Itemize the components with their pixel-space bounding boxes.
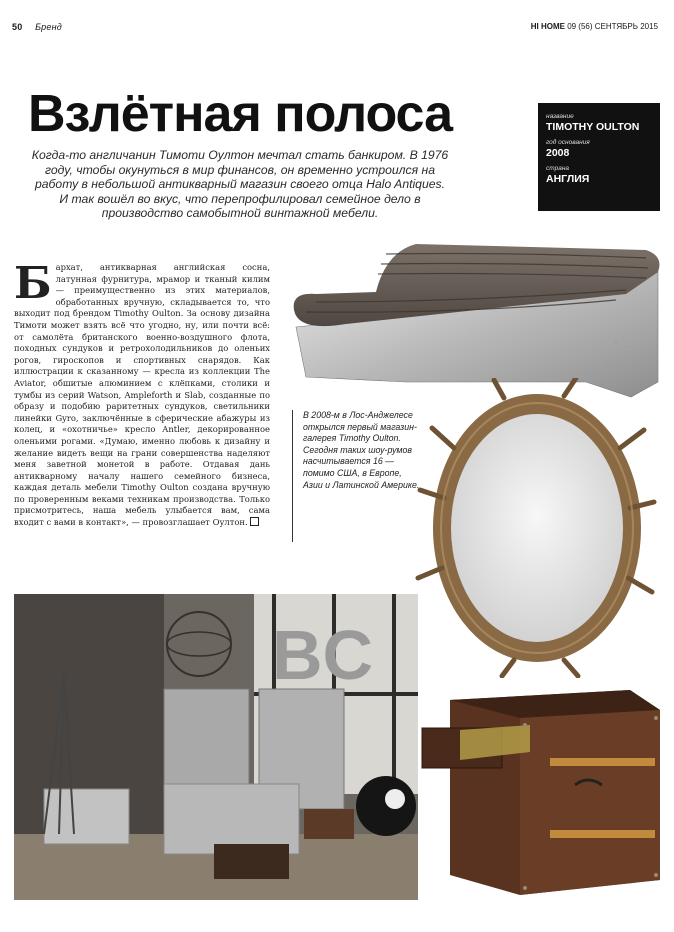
year-label: год основания (546, 139, 590, 146)
country-label: страна (546, 165, 570, 172)
year-value: 2008 (546, 147, 570, 159)
svg-text:BC: BC (272, 616, 374, 694)
article-lead: Когда-то англичанин Тимоти Оултон мечтал стать банкиром. В 1976 году, чтобы окунуться в мир финансов, он временно устроился на работу в небольшой антикварный магазин своего отца Halo Antiques. И так вошёл во вкус, что перепрофилировал семейное дело в производство самобытной винтажной мебели. (31, 148, 449, 220)
country-value: АНГЛИЯ (546, 173, 590, 185)
trunk-table-image (420, 680, 670, 900)
article-title: Взлётная полоса (28, 85, 453, 143)
page-header-right (531, 22, 658, 31)
pull-quote: В 2008-м в Лос-Анджелесе открылся первый магазин-галерея Timothy Oulton. Сегодня таких шоу-румов насчитывается 16 — помимо США, в Европе, Азии и Латинской Америке. (292, 410, 423, 542)
issue-info: 09 (56) СЕНТЯБРЬ 2015 (567, 22, 658, 31)
body-text: архат, антикварная английская сосна, латунная фурнитура, мрамор и тканый килим — преимущественно из этих материалов, обработанных вручную, складывается то, что выходит под брендом Timothy Oulton. За основу дизайна Тимоти может взять всё что угодно, ну, или почти всё: от самолёта британского военно-воздушного флота, походных сундуков и ретрохолодильников до оленьих рогов, гироскопов и спортивных снарядов. Как иллюстрации к сказанному — кресла из коллекции The Aviator, обшитые алюминием с клёпками, столики и тумбы из серий Watson, Ampleforth и Slab, созданные по образу и подобию раритетных сундуков, светильники линейки Gyro, заключённые в сферические абажуры из колец, и «охотничье» кресло Antler, декорированное оленьими рогами. «Думаю, именно любовь к дизайну и желание видеть вещи на грани совершенства наделяют меня заветной монетой в работе. Отдавая дань антикварному началу нашего семейного бизнеса, каждая деталь мебели Timothy Oulton создана вручную по проверенным веками техникам производства. Только присмотритесь, наша мебель улыбается вам, сама входит с вами в контакт», — провозглашает Оултон. (14, 262, 270, 528)
section-name: Бренд (35, 22, 62, 32)
antler-mirror-image (414, 378, 660, 678)
end-mark-icon (250, 517, 259, 526)
brand-info-box (538, 103, 660, 211)
name-value: TIMOTHY OULTON (546, 121, 640, 133)
drop-cap: Б (14, 258, 52, 309)
name-label: название (546, 113, 574, 120)
page-header-left (12, 22, 62, 32)
showroom-image (14, 594, 418, 900)
page-number: 50 (12, 22, 23, 32)
article-body (14, 258, 270, 529)
magazine-name: HI HOME (530, 22, 565, 31)
